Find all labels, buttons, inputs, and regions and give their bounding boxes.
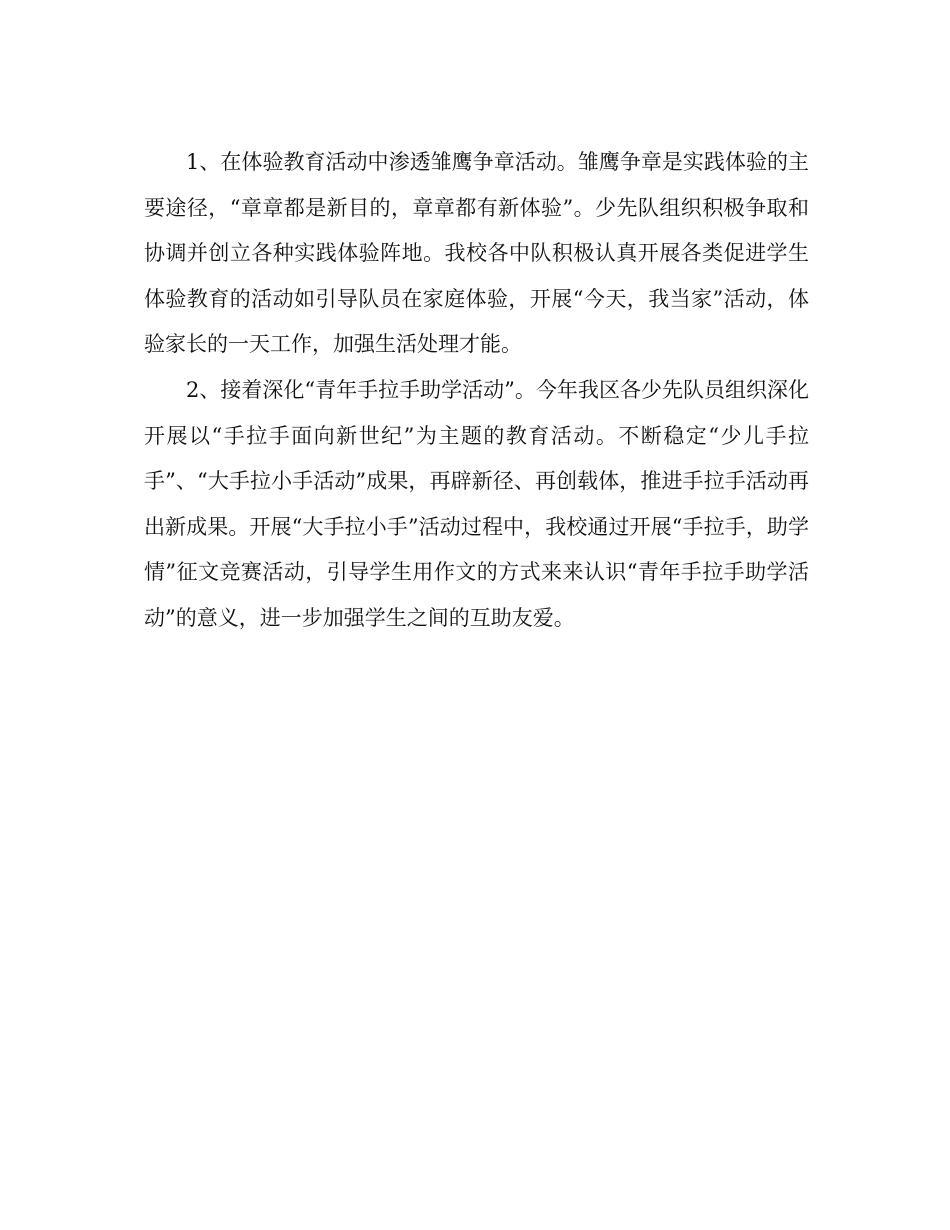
document-body: [144, 140, 809, 642]
paragraph-2: 2、接着深化“青年手拉手助学活动”。今年我区各少先队员组织深化开展以“手拉手面向新世纪”为主题的教育活动。不断稳定“少儿手拉手”、“大手拉小手活动”成果，再辟新径、再创载体，推进手拉手活动再出新成果。开展“大手拉小手”活动过程中，我校通过开展“手拉手，助学情”征文竞赛活动，引导学生用作文的方式来来认识“青年手拉手助学活动”的意义，进一步加强学生之间的互助友爱。: [144, 377, 809, 630]
paragraph-1: 1、在体验教育活动中渗透雏鹰争章活动。雏鹰争章是实践体验的主要途径，“章章都是新目的，章章都有新体验”。少先队组织积极争取和协调并创立各种实践体验阵地。我校各中队积极认真开展各类促进学生体验教育的活动如引导队员在家庭体验，开展“今天，我当家”活动，体验家长的一天工作，加强生活处理才能。: [144, 150, 809, 357]
